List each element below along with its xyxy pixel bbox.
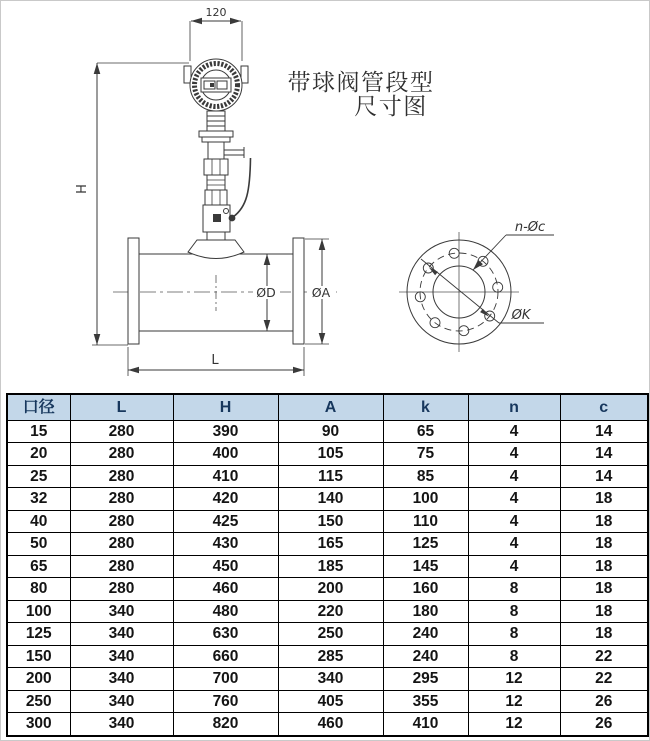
table-cell: 115 <box>278 465 383 487</box>
table-cell: 410 <box>383 713 468 736</box>
table-cell: 18 <box>560 533 648 555</box>
table-cell: 425 <box>173 510 278 532</box>
table-cell: 4 <box>468 443 560 465</box>
table-cell: 340 <box>278 668 383 690</box>
table-cell: 65 <box>383 421 468 443</box>
table-cell: 280 <box>70 421 173 443</box>
table-row <box>7 668 648 690</box>
table-row <box>7 510 648 532</box>
table-cell: 50 <box>7 533 70 555</box>
table-header-row <box>7 394 648 421</box>
col-header-H: H <box>173 394 278 421</box>
stem-assembly <box>199 111 244 205</box>
dimension-drawing <box>1 1 650 393</box>
table-cell: 405 <box>278 690 383 712</box>
table-cell: 340 <box>70 645 173 667</box>
table-row <box>7 578 648 600</box>
spec-table <box>6 393 649 737</box>
bolt-holes-label: n-Øc <box>514 220 546 235</box>
table-cell: 4 <box>468 510 560 532</box>
table-cell: 75 <box>383 443 468 465</box>
table-cell: 110 <box>383 510 468 532</box>
table-cell: 26 <box>560 690 648 712</box>
dim-width-label: 120 <box>205 6 227 19</box>
table-cell: 125 <box>383 533 468 555</box>
table-cell: 280 <box>70 488 173 510</box>
table-cell: 40 <box>7 510 70 532</box>
table-cell: 8 <box>468 623 560 645</box>
col-header-n: n <box>468 394 560 421</box>
table-cell: 145 <box>383 555 468 577</box>
table-cell: 140 <box>278 488 383 510</box>
table-cell: 460 <box>173 578 278 600</box>
table-cell: 280 <box>70 533 173 555</box>
table-cell: 430 <box>173 533 278 555</box>
table-cell: 18 <box>560 510 648 532</box>
table-cell: 250 <box>278 623 383 645</box>
table-cell: 8 <box>468 600 560 622</box>
table-cell: 20 <box>7 443 70 465</box>
table-row <box>7 421 648 443</box>
table-cell: 25 <box>7 465 70 487</box>
drawing-title-line1: 带球阀管段型 <box>287 70 435 96</box>
table-row <box>7 443 648 465</box>
dim-height-label: H <box>75 184 90 194</box>
table-cell: 12 <box>468 713 560 736</box>
right-flange <box>293 238 304 344</box>
table-cell: 4 <box>468 488 560 510</box>
table-cell: 180 <box>383 600 468 622</box>
dim-bore-label: ØD <box>256 285 276 300</box>
table-cell: 105 <box>278 443 383 465</box>
table-row <box>7 600 648 622</box>
table-cell: 18 <box>560 600 648 622</box>
spec-table-body <box>7 421 648 737</box>
dim-length-label: L <box>211 353 219 368</box>
table-cell: 18 <box>560 555 648 577</box>
table-cell: 280 <box>70 555 173 577</box>
table-cell: 340 <box>70 690 173 712</box>
table-cell: 340 <box>70 623 173 645</box>
table-cell: 12 <box>468 690 560 712</box>
table-cell: 14 <box>560 465 648 487</box>
table-cell: 420 <box>173 488 278 510</box>
table-cell: 240 <box>383 645 468 667</box>
table-cell: 340 <box>70 668 173 690</box>
col-header-c: c <box>560 394 648 421</box>
table-cell: 280 <box>70 443 173 465</box>
table-cell: 100 <box>383 488 468 510</box>
table-cell: 760 <box>173 690 278 712</box>
table-cell: 4 <box>468 421 560 443</box>
table-cell: 390 <box>173 421 278 443</box>
table-cell: 280 <box>70 510 173 532</box>
table-cell: 280 <box>70 578 173 600</box>
table-cell: 125 <box>7 623 70 645</box>
table-cell: 460 <box>278 713 383 736</box>
table-cell: 280 <box>70 465 173 487</box>
pipe-section <box>113 238 337 344</box>
table-cell: 295 <box>383 668 468 690</box>
table-cell: 85 <box>383 465 468 487</box>
table-cell: 14 <box>560 421 648 443</box>
table-cell: 200 <box>278 578 383 600</box>
valve-lever <box>233 158 251 217</box>
table-cell: 4 <box>468 555 560 577</box>
table-cell: 8 <box>468 578 560 600</box>
transmitter-head <box>184 59 248 111</box>
drawing-title-line2: 尺寸图 <box>354 94 428 120</box>
table-cell: 150 <box>7 645 70 667</box>
table-row <box>7 713 648 736</box>
table-cell: 220 <box>278 600 383 622</box>
table-cell: 355 <box>383 690 468 712</box>
table-cell: 450 <box>173 555 278 577</box>
table-cell: 65 <box>7 555 70 577</box>
bolt-circle-label: ØK <box>511 308 531 323</box>
table-cell: 660 <box>173 645 278 667</box>
table-cell: 250 <box>7 690 70 712</box>
table-cell: 300 <box>7 713 70 736</box>
table-cell: 630 <box>173 623 278 645</box>
saddle <box>188 240 244 259</box>
table-cell: 200 <box>7 668 70 690</box>
table-cell: 8 <box>468 645 560 667</box>
table-cell: 15 <box>7 421 70 443</box>
table-cell: 240 <box>383 623 468 645</box>
col-header-k: k <box>383 394 468 421</box>
table-cell: 150 <box>278 510 383 532</box>
table-cell: 285 <box>278 645 383 667</box>
table-cell: 32 <box>7 488 70 510</box>
table-cell: 100 <box>7 600 70 622</box>
table-row <box>7 645 648 667</box>
table-cell: 80 <box>7 578 70 600</box>
table-cell: 18 <box>560 488 648 510</box>
table-cell: 400 <box>173 443 278 465</box>
table-row <box>7 465 648 487</box>
dim-flange-od-label: ØA <box>311 285 331 300</box>
dimension-120 <box>190 21 242 61</box>
table-cell: 340 <box>70 600 173 622</box>
table-row <box>7 555 648 577</box>
table-cell: 410 <box>173 465 278 487</box>
table-cell: 18 <box>560 578 648 600</box>
table-cell: 90 <box>278 421 383 443</box>
table-cell: 820 <box>173 713 278 736</box>
col-header-L: L <box>70 394 173 421</box>
table-cell: 185 <box>278 555 383 577</box>
table-cell: 18 <box>560 623 648 645</box>
table-row <box>7 488 648 510</box>
table-cell: 700 <box>173 668 278 690</box>
table-row <box>7 533 648 555</box>
table-cell: 160 <box>383 578 468 600</box>
table-cell: 165 <box>278 533 383 555</box>
table-row <box>7 623 648 645</box>
col-header-A: A <box>278 394 383 421</box>
table-row <box>7 690 648 712</box>
table-cell: 4 <box>468 465 560 487</box>
table-cell: 480 <box>173 600 278 622</box>
left-flange <box>128 238 139 344</box>
table-cell: 12 <box>468 668 560 690</box>
table-cell: 14 <box>560 443 648 465</box>
table-cell: 26 <box>560 713 648 736</box>
col-header-diameter: 口径 <box>7 394 70 421</box>
table-cell: 4 <box>468 533 560 555</box>
flange-end-view <box>399 232 554 352</box>
table-cell: 22 <box>560 645 648 667</box>
table-cell: 340 <box>70 713 173 736</box>
table-cell: 22 <box>560 668 648 690</box>
